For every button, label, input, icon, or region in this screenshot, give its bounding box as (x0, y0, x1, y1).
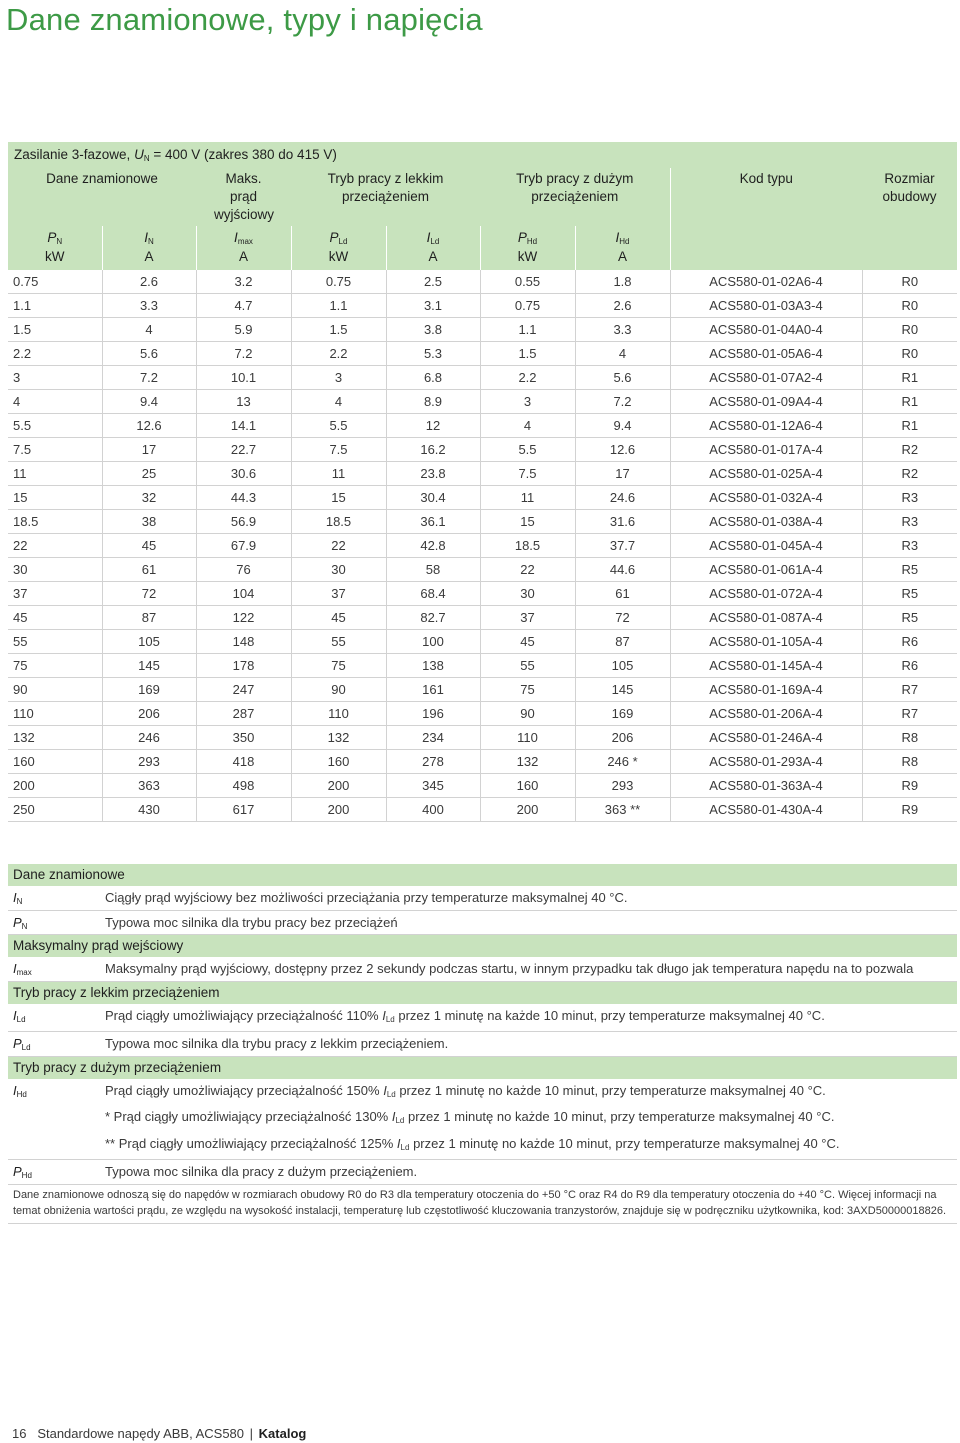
legend-desc-pn: Typowa moc silnika dla trybu pracy bez przeciążeń (105, 910, 957, 935)
table-cell: 58 (386, 558, 480, 582)
table-cell: 4.7 (196, 294, 291, 318)
table-cell: 44.6 (575, 558, 670, 582)
legend-desc-pld: Typowa moc silnika dla trybu pracy z lekkim przeciążeniem. (105, 1032, 957, 1057)
group-duzy: Tryb pracy z dużym przeciążeniem (480, 168, 670, 226)
table-cell: 345 (386, 774, 480, 798)
table-cell: 2.2 (291, 342, 386, 366)
table-cell: 75 (291, 654, 386, 678)
table-cell: 7.2 (196, 342, 291, 366)
table-cell: R1 (862, 414, 957, 438)
table-cell: 5.6 (102, 342, 196, 366)
group-rozmiar: Rozmiar obudowy (862, 168, 957, 270)
table-cell: 169 (575, 702, 670, 726)
table-cell: ACS580-01-072A-4 (670, 582, 862, 606)
table-row (8, 678, 957, 702)
group-lekki: Tryb pracy z lekkim przeciążeniem (291, 168, 480, 226)
table-cell: 17 (102, 438, 196, 462)
table-cell: 18.5 (480, 534, 575, 558)
table-cell: 3.8 (386, 318, 480, 342)
table-cell: 75 (480, 678, 575, 702)
table-cell: 293 (102, 750, 196, 774)
table-cell: 0.75 (8, 270, 102, 294)
table-cell: 61 (575, 582, 670, 606)
table-cell: ACS580-01-045A-4 (670, 534, 862, 558)
legend-desc-imax: Maksymalny prąd wyjściowy, dostępny przez 2 sekundy podczas startu, w innym przypadku tak długo jak temperatura napędu na to pozwala (105, 957, 957, 981)
table-caption: Zasilanie 3-fazowe, $U_N = 400$ V (zakres 380 do 415 V) (8, 142, 957, 168)
table-cell: 23.8 (386, 462, 480, 486)
group-kod: Kod typu (670, 168, 862, 270)
table-cell: R7 (862, 678, 957, 702)
table-cell: 90 (480, 702, 575, 726)
table-cell: 2.6 (102, 270, 196, 294)
table-cell: 5.5 (291, 414, 386, 438)
table-cell: R6 (862, 654, 957, 678)
group-maks: Maks. prąd wyjściowy (196, 168, 291, 226)
table-row (8, 366, 957, 390)
table-cell: 10.1 (196, 366, 291, 390)
page-number: 16 (12, 1426, 27, 1441)
table-cell: 8.9 (386, 390, 480, 414)
table-cell: R8 (862, 750, 957, 774)
table-row (8, 702, 957, 726)
table-cell: 16.2 (386, 438, 480, 462)
table-cell: R8 (862, 726, 957, 750)
legend-symbol-pn: $P_N$ (8, 910, 105, 935)
table-cell: 250 (8, 798, 102, 822)
table-cell: 206 (102, 702, 196, 726)
table-cell: R9 (862, 798, 957, 822)
table-row (8, 414, 957, 438)
table-cell: 11 (291, 462, 386, 486)
table-cell: 3.1 (386, 294, 480, 318)
col-ihd: $I_{Hd}$ A (575, 226, 670, 270)
table-cell: 4 (480, 414, 575, 438)
table-cell: 42.8 (386, 534, 480, 558)
table-cell: 2.2 (480, 366, 575, 390)
table-cell: 1.1 (291, 294, 386, 318)
table-cell: 12.6 (102, 414, 196, 438)
legend-section-maks: Maksymalny prąd wejściowy (8, 935, 957, 958)
table-cell: R2 (862, 462, 957, 486)
table-cell: ACS580-01-145A-4 (670, 654, 862, 678)
table-cell: 68.4 (386, 582, 480, 606)
table-cell: ACS580-01-169A-4 (670, 678, 862, 702)
table-cell: R1 (862, 390, 957, 414)
table-cell: 13 (196, 390, 291, 414)
table-cell: 161 (386, 678, 480, 702)
table-cell: ACS580-01-02A6-4 (670, 270, 862, 294)
table-row (8, 654, 957, 678)
table-cell: 30.4 (386, 486, 480, 510)
page-title: Dane znamionowe, typy i napięcia (6, 2, 483, 37)
legend-section-lekki: Tryb pracy z lekkim przeciążeniem (8, 981, 957, 1004)
table-cell: 105 (102, 630, 196, 654)
table-cell: R0 (862, 294, 957, 318)
table-cell: 22 (480, 558, 575, 582)
table-cell: R2 (862, 438, 957, 462)
table-row (8, 582, 957, 606)
table-cell: 104 (196, 582, 291, 606)
table-row (8, 750, 957, 774)
table-cell: 122 (196, 606, 291, 630)
table-cell: ACS580-01-105A-4 (670, 630, 862, 654)
table-cell: ACS580-01-05A6-4 (670, 342, 862, 366)
table-cell: 0.75 (480, 294, 575, 318)
table-cell: R9 (862, 774, 957, 798)
table-cell: 132 (480, 750, 575, 774)
legend-symbol-pld: $P_{Ld}$ (8, 1032, 105, 1057)
footer-catalog: Katalog (258, 1426, 307, 1441)
table-cell: 11 (480, 486, 575, 510)
table-cell: ACS580-01-12A6-4 (670, 414, 862, 438)
table-cell: R1 (862, 366, 957, 390)
table-cell: 160 (8, 750, 102, 774)
table-cell: 61 (102, 558, 196, 582)
table-cell: ACS580-01-017A-4 (670, 438, 862, 462)
table-cell: ACS580-01-293A-4 (670, 750, 862, 774)
table-cell: 15 (480, 510, 575, 534)
legend-section-dane: Dane znamionowe (8, 864, 957, 886)
table-row (8, 462, 957, 486)
table-cell: 72 (575, 606, 670, 630)
table-cell: 30 (8, 558, 102, 582)
table-cell: 246 * (575, 750, 670, 774)
table-row (8, 558, 957, 582)
table-cell: 196 (386, 702, 480, 726)
col-pn: $P_N$ kW (8, 226, 102, 270)
table-cell: 30 (480, 582, 575, 606)
table-cell: 3 (291, 366, 386, 390)
table-cell: 90 (8, 678, 102, 702)
table-cell: 45 (102, 534, 196, 558)
table-cell: ACS580-01-03A3-4 (670, 294, 862, 318)
table-row (8, 774, 957, 798)
table-cell: 7.5 (8, 438, 102, 462)
table-cell: 22 (8, 534, 102, 558)
table-cell: 5.9 (196, 318, 291, 342)
table-cell: 0.75 (291, 270, 386, 294)
table-cell: 400 (386, 798, 480, 822)
table-cell: ACS580-01-07A2-4 (670, 366, 862, 390)
legend-section-duzy: Tryb pracy z dużym przeciążeniem (8, 1056, 957, 1079)
table-cell: ACS580-01-087A-4 (670, 606, 862, 630)
table-cell: 76 (196, 558, 291, 582)
table-cell: 1.1 (480, 318, 575, 342)
table-cell: R7 (862, 702, 957, 726)
table-row (8, 270, 957, 294)
table-cell: 1.5 (480, 342, 575, 366)
table-cell: 1.5 (8, 318, 102, 342)
table-cell: ACS580-01-430A-4 (670, 798, 862, 822)
col-phd: $P_{Hd}$ kW (480, 226, 575, 270)
footer-text: Standardowe napędy ABB, ACS580 (37, 1426, 245, 1441)
table-cell: 148 (196, 630, 291, 654)
table-cell: 418 (196, 750, 291, 774)
table-cell: 7.2 (102, 366, 196, 390)
table-cell: 15 (8, 486, 102, 510)
legend-symbol-phd: $P_{Hd}$ (8, 1160, 105, 1185)
table-row (8, 342, 957, 366)
table-cell: 3 (480, 390, 575, 414)
footer-separator: | (249, 1426, 254, 1441)
table-cell: 3.2 (196, 270, 291, 294)
table-cell: 45 (8, 606, 102, 630)
table-cell: 169 (102, 678, 196, 702)
table-cell: 160 (480, 774, 575, 798)
table-cell: 25 (102, 462, 196, 486)
legend-desc-ihd: Prąd ciągły umożliwiający przeciążalność 150% $I_{Ld}$ przez 1 minutę no każde 10 minut, przy temperaturze maksymalnej 40 °C. * Prąd ciągły umożliwiający przeciążalność 130% $I_{Ld}$ przez 1 minutę no każde 10 minut, przy temperaturze maksymalnej 40 °C. ** Prąd ciągły umożliwiający przeciążalność 125% $I_{Ld}$ przez 1 minutę no każde 10 minut, przy temperaturze maksymalnej 40 °C. (105, 1079, 957, 1160)
table-cell: 12.6 (575, 438, 670, 462)
page-footer (12, 1426, 306, 1441)
table-cell: 105 (575, 654, 670, 678)
table-cell: 9.4 (575, 414, 670, 438)
table-row (8, 294, 957, 318)
table-cell: 75 (8, 654, 102, 678)
table-cell: 145 (102, 654, 196, 678)
table-cell: 37.7 (575, 534, 670, 558)
table-cell: 90 (291, 678, 386, 702)
table-row (8, 486, 957, 510)
table-cell: 11 (8, 462, 102, 486)
col-ild: $I_{Ld}$ A (386, 226, 480, 270)
table-cell: 14.1 (196, 414, 291, 438)
table-cell: 3.3 (575, 318, 670, 342)
table-cell: 38 (102, 510, 196, 534)
table-cell: 4 (575, 342, 670, 366)
table-row (8, 534, 957, 558)
table-cell: 350 (196, 726, 291, 750)
table-cell: 7.2 (575, 390, 670, 414)
table-cell: 1.1 (8, 294, 102, 318)
table-cell: 37 (480, 606, 575, 630)
table-row (8, 798, 957, 822)
table-cell: 5.6 (575, 366, 670, 390)
table-cell: R0 (862, 342, 957, 366)
legend-symbol-imax: $I_{max}$ (8, 957, 105, 981)
table-cell: 363 (102, 774, 196, 798)
group-dane: Dane znamionowe (8, 168, 196, 226)
col-pld: $P_{Ld}$ kW (291, 226, 386, 270)
table-cell: 7.5 (291, 438, 386, 462)
table-cell: 293 (575, 774, 670, 798)
table-cell: 138 (386, 654, 480, 678)
table-cell: ACS580-01-061A-4 (670, 558, 862, 582)
table-cell: 45 (291, 606, 386, 630)
table-cell: R5 (862, 558, 957, 582)
table-cell: 18.5 (8, 510, 102, 534)
table-cell: 37 (8, 582, 102, 606)
ratings-table (8, 142, 957, 822)
table-cell: 206 (575, 726, 670, 750)
table-cell: 4 (102, 318, 196, 342)
table-cell: 87 (102, 606, 196, 630)
table-cell: ACS580-01-032A-4 (670, 486, 862, 510)
table-cell: 82.7 (386, 606, 480, 630)
table-cell: ACS580-01-025A-4 (670, 462, 862, 486)
table-cell: 1.8 (575, 270, 670, 294)
table-cell: 22.7 (196, 438, 291, 462)
table-cell: 617 (196, 798, 291, 822)
table-row (8, 390, 957, 414)
table-cell: 0.55 (480, 270, 575, 294)
legend-desc-ild: Prąd ciągły umożliwiający przeciążalność 110% $I_{Ld}$ przez 1 minutę na każde 10 minut, przy temperaturze maksymalnej 40 °C. (105, 1004, 957, 1032)
table-cell: ACS580-01-038A-4 (670, 510, 862, 534)
table-cell: 100 (386, 630, 480, 654)
table-row (8, 318, 957, 342)
legend-symbol-ild: $I_{Ld}$ (8, 1004, 105, 1032)
table-row (8, 630, 957, 654)
table-cell: 200 (291, 798, 386, 822)
table-cell: R3 (862, 534, 957, 558)
table-cell: ACS580-01-09A4-4 (670, 390, 862, 414)
legend-symbol-ihd: $I_{Hd}$ (8, 1079, 105, 1160)
table-cell: 18.5 (291, 510, 386, 534)
table-cell: R6 (862, 630, 957, 654)
table-cell: ACS580-01-246A-4 (670, 726, 862, 750)
table-cell: 22 (291, 534, 386, 558)
table-cell: 37 (291, 582, 386, 606)
table-cell: 6.8 (386, 366, 480, 390)
legend-desc-phd: Typowa moc silnika dla pracy z dużym przeciążeniem. (105, 1160, 957, 1185)
table-cell: 110 (480, 726, 575, 750)
legend-note: Dane znamionowe odnoszą się do napędów w rozmiarach obudowy R0 do R3 dla temperatury otoczenia do +50 °C oraz R4 do R9 dla temperatury otoczenia do +40 °C. Więcej informacji na temat obniżenia wartości prądu, ze względu na wysokość instalacji, temperaturę lub częstotliwość kluczowania tranzystorów, znajduje się w podręczniku użytkownika, kod: 3AXD50000018826. (8, 1184, 957, 1223)
table-row (8, 510, 957, 534)
table-cell: 234 (386, 726, 480, 750)
table-cell: 200 (480, 798, 575, 822)
table-cell: 12 (386, 414, 480, 438)
table-cell: 17 (575, 462, 670, 486)
table-cell: 55 (291, 630, 386, 654)
table-row (8, 606, 957, 630)
table-cell: 278 (386, 750, 480, 774)
table-cell: R3 (862, 486, 957, 510)
table-cell: R0 (862, 270, 957, 294)
table-cell: 2.5 (386, 270, 480, 294)
table-cell: 145 (575, 678, 670, 702)
table-cell: R3 (862, 510, 957, 534)
table-cell: 55 (480, 654, 575, 678)
table-cell: ACS580-01-363A-4 (670, 774, 862, 798)
table-cell: 4 (8, 390, 102, 414)
table-cell: 5.5 (480, 438, 575, 462)
legend-desc-in: Ciągły prąd wyjściowy bez możliwości przeciążania przy temperaturze maksymalnej 40 °C. (105, 886, 957, 910)
table-cell: 24.6 (575, 486, 670, 510)
table-cell: 3 (8, 366, 102, 390)
table-cell: 430 (102, 798, 196, 822)
table-cell: 200 (291, 774, 386, 798)
legend-symbol-in: $I_N$ (8, 886, 105, 910)
table-cell: 32 (102, 486, 196, 510)
table-row (8, 438, 957, 462)
table-cell: 178 (196, 654, 291, 678)
table-cell: 15 (291, 486, 386, 510)
table-cell: 30.6 (196, 462, 291, 486)
table-cell: 160 (291, 750, 386, 774)
table-cell: R0 (862, 318, 957, 342)
table-cell: 1.5 (291, 318, 386, 342)
table-cell: 31.6 (575, 510, 670, 534)
table-cell: 287 (196, 702, 291, 726)
table-cell: 247 (196, 678, 291, 702)
table-cell: R5 (862, 606, 957, 630)
table-cell: ACS580-01-04A0-4 (670, 318, 862, 342)
table-cell: 5.3 (386, 342, 480, 366)
table-cell: 44.3 (196, 486, 291, 510)
table-cell: 132 (291, 726, 386, 750)
table-cell: R5 (862, 582, 957, 606)
table-cell: 2.2 (8, 342, 102, 366)
table-cell: 3.3 (102, 294, 196, 318)
table-cell: 2.6 (575, 294, 670, 318)
table-cell: 110 (8, 702, 102, 726)
table-cell: 498 (196, 774, 291, 798)
table-cell: 7.5 (480, 462, 575, 486)
table-cell: 72 (102, 582, 196, 606)
table-cell: 9.4 (102, 390, 196, 414)
table-cell: 132 (8, 726, 102, 750)
table-cell: 4 (291, 390, 386, 414)
table-cell: 87 (575, 630, 670, 654)
table-cell: 55 (8, 630, 102, 654)
table-cell: 5.5 (8, 414, 102, 438)
table-cell: 36.1 (386, 510, 480, 534)
table-cell: 56.9 (196, 510, 291, 534)
table-cell: 30 (291, 558, 386, 582)
table-cell: 246 (102, 726, 196, 750)
legend-table (8, 864, 957, 1224)
table-cell: ACS580-01-206A-4 (670, 702, 862, 726)
table-row (8, 726, 957, 750)
col-imax: $I_{max}$ A (196, 226, 291, 270)
table-cell: 67.9 (196, 534, 291, 558)
table-cell: 45 (480, 630, 575, 654)
table-cell: 110 (291, 702, 386, 726)
col-in: $I_N$ A (102, 226, 196, 270)
table-cell: 200 (8, 774, 102, 798)
table-cell: 363 ** (575, 798, 670, 822)
